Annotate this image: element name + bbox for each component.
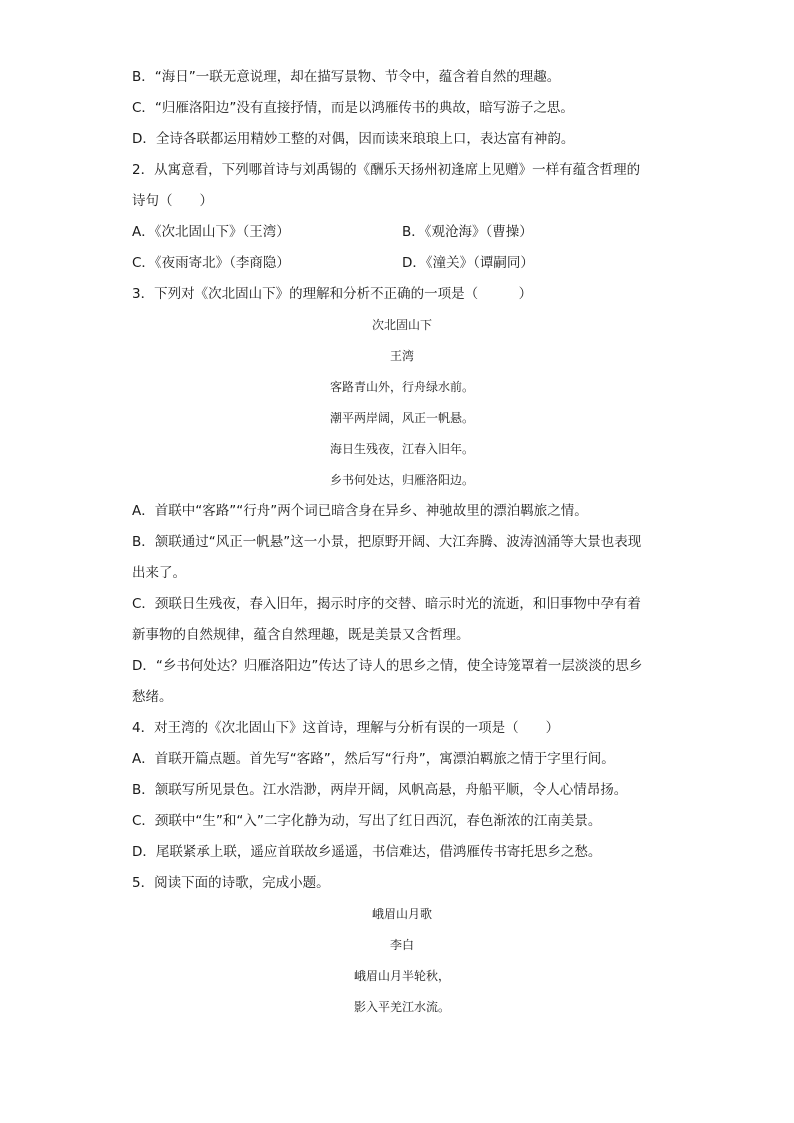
q3-option-b-line2: 出来了。 <box>132 565 186 581</box>
q3-option-c-line2: 新事物的自然规律，蕴含自然理趣，既是美景又含哲理。 <box>132 627 470 643</box>
q1-option-b: B．“海日”一联无意说理，却在描写景物、节令中，蕴含着自然的理趣。 <box>132 69 561 85</box>
worksheet-page <box>132 62 672 1023</box>
q3-poem-author: 王湾 <box>389 349 414 363</box>
q3-poem-line: 海日生残夜，江春入旧年。 <box>329 442 474 456</box>
q2-options-row2 <box>132 248 672 279</box>
q2-option-a: A．《次北固山下》（王湾） <box>132 224 290 240</box>
q3-option-b-line1: B．颔联通过“风正一帆悬”这一小景，把原野开阔、大江奔腾、波涛汹涌等大景也表现 <box>132 534 642 550</box>
q2-stem-line1: 2．从寓意看，下列哪首诗与刘禹锡的《酬乐天扬州初逢席上见赠》一样有蕴含哲理的 <box>132 162 641 178</box>
q4-stem: 4．对王湾的《次北固山下》这首诗，理解与分析有误的一项是（ ） <box>132 720 560 736</box>
q1-option-d: D．全诗各联都运用精妙工整的对偶，因而读来琅琅上口，表达富有神韵。 <box>132 131 575 147</box>
q2-option-d: D．《潼关》（谭嗣同） <box>402 255 534 271</box>
q1-option-c: C．“归雁洛阳边”没有直接抒情，而是以鸿雁传书的典故，暗写游子之思。 <box>132 100 574 116</box>
q4-option-c: C．颈联中“生”和“入”二字化静为动，写出了红日西沉，春色渐浓的江南美景。 <box>132 813 602 829</box>
q4-option-d: D．尾联紧承上联，遥应首联故乡遥遥，书信难达，借鸿雁传书寄托思乡之愁。 <box>132 844 602 860</box>
q3-poem-line: 客路青山外，行舟绿水前。 <box>329 380 474 394</box>
q3-poem-title: 次北固山下 <box>371 318 432 332</box>
q2-stem-line2: 诗句（ ） <box>132 193 213 209</box>
q4-option-a: A．首联开篇点题。首先写“客路”，然后写“行舟”，寓漂泊羁旅之情于字里行间。 <box>132 751 615 767</box>
q2-option-b: B．《观沧海》（曹操） <box>402 224 533 240</box>
q5-poem-title: 峨眉山月歌 <box>371 907 432 921</box>
q3-option-c-line1: C．颈联日生残夜，春入旧年，揭示时序的交替、暗示时光的流逝，和旧事物中孕有着 <box>132 596 641 612</box>
q3-option-d-line2: 愁绪。 <box>132 689 173 705</box>
q3-poem-line: 乡书何处达，归雁洛阳边。 <box>329 473 474 487</box>
q3-option-a: A．首联中“客路”“行舟”两个词已暗含身在异乡、神驰故里的漂泊羁旅之情。 <box>132 503 588 519</box>
q5-poem-line: 影入平羌江水流。 <box>353 1000 450 1014</box>
q3-stem: 3．下列对《次北固山下》的理解和分析不正确的一项是（ ） <box>132 286 533 302</box>
q5-stem: 5．阅读下面的诗歌，完成小题。 <box>132 875 330 891</box>
q4-option-b: B．颔联写所见景色。江水浩渺，两岸开阔，风帆高悬，舟船平顺，令人心情昂扬。 <box>132 782 628 798</box>
q5-poem-line: 峨眉山月半轮秋， <box>353 969 450 983</box>
q2-options-row1 <box>132 217 672 248</box>
q5-poem-author: 李白 <box>389 938 414 952</box>
q3-option-d-line1: D．“乡书何处达？归雁洛阳边”传达了诗人的思乡之情，使全诗笼罩着一层淡淡的思乡 <box>132 658 643 674</box>
q3-poem-line: 潮平两岸阔，风正一帆悬。 <box>329 411 474 425</box>
q2-option-c: C．《夜雨寄北》（李商隐） <box>132 255 290 271</box>
